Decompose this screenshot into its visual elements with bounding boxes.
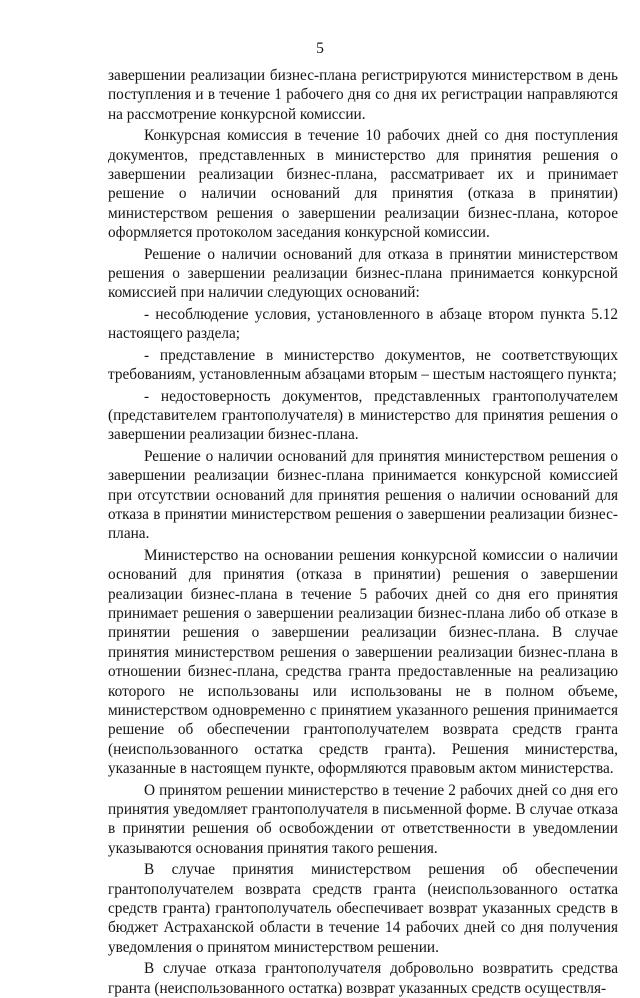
paragraph: Решение о наличии оснований для отказа в принятии министерством решения о завершении реализации бизнес-плана принимается конкурсной комиссией при наличии следующих оснований:: [108, 245, 618, 302]
list-item: - несоблюдение условия, установленного в абзаце втором пункта 5.12 настоящего раздела;: [108, 305, 618, 343]
paragraph: О принятом решении министерство в течение 2 рабочих дней со дня его принятия уведомляет грантополучателя в письменной форме. В случае отказа в принятии решения об освобождении от ответственности в уведомлении указываются основания принятия такого решения.: [108, 781, 618, 857]
list-item: - представление в министерство документов, не соответствующих требованиям, установленным абзацами вторым – шестым настоящего пункта;: [108, 346, 618, 384]
paragraph: Конкурсная комиссия в течение 10 рабочих дней со дня поступления документов, представленных в министерство для принятия решения о завершении реализации бизнес-плана, рассматривает их и принимает решение о наличии оснований для принятия (отказа в принятии) министерством решения о завершении реализации бизнес-плана, которое оформляется протоколом заседания конкурсной комиссии.: [108, 127, 618, 242]
paragraph: В случае отказа грантополучателя добровольно возвратить средства гранта (неиспользованного остатка) возврат указанных средств осуществля-: [108, 960, 618, 997]
paragraph: Решение о наличии оснований для принятия министерством решения о завершении реализации бизнес-плана принимается конкурсной комиссией при отсутствии оснований для принятия решения о наличии оснований для отказа в принятии министерством решения о завершении реализации бизнес-плана.: [108, 447, 618, 543]
paragraph: Министерство на основании решения конкурсной комиссии о наличии оснований для принятия (отказа в принятии) решения о завершении реализации бизнес-плана в течение 5 рабочих дней со дня его принятия принимает решения о завершении реализации бизнес-плана либо об отказе в принятии решения о завершении реализации бизнес-плана. В случае принятия министерством решения о завершении реализации бизнес-плана в отношении бизнес-плана, средства гранта предоставленные на реализацию которого не использованы или использованы не в полном объеме, министерством одновременно с принятием указанного решения принимается решение об обеспечении грантополучателем возврата средств гранта (неиспользованного остатка средств гранта). Решения министерства, указанные в настоящем пункте, оформляются правовым актом министерства.: [108, 546, 618, 778]
paragraph: завершении реализации бизнес-плана регистрируются министерством в день поступления и в течение 1 рабочего дня со дня их регистрации направляются на рассмотрение конкурсной комиссии.: [108, 67, 618, 123]
document-body: [108, 66, 618, 998]
page-number: 5: [316, 40, 324, 57]
list-item: - недостоверность документов, представленных грантополучателем (представителем грантополучателя) в министерство для принятия решения о завершении реализации бизнес-плана.: [108, 387, 618, 444]
paragraph: В случае принятия министерством решения об обеспечении грантополучателем возврата средств гранта (неиспользованного остатка средств гранта) грантополучатель обеспечивает возврат указанных средств в бюджет Астраханской области в течение 14 рабочих дней со дня получения уведомления о принятом министерством решении.: [108, 861, 618, 956]
